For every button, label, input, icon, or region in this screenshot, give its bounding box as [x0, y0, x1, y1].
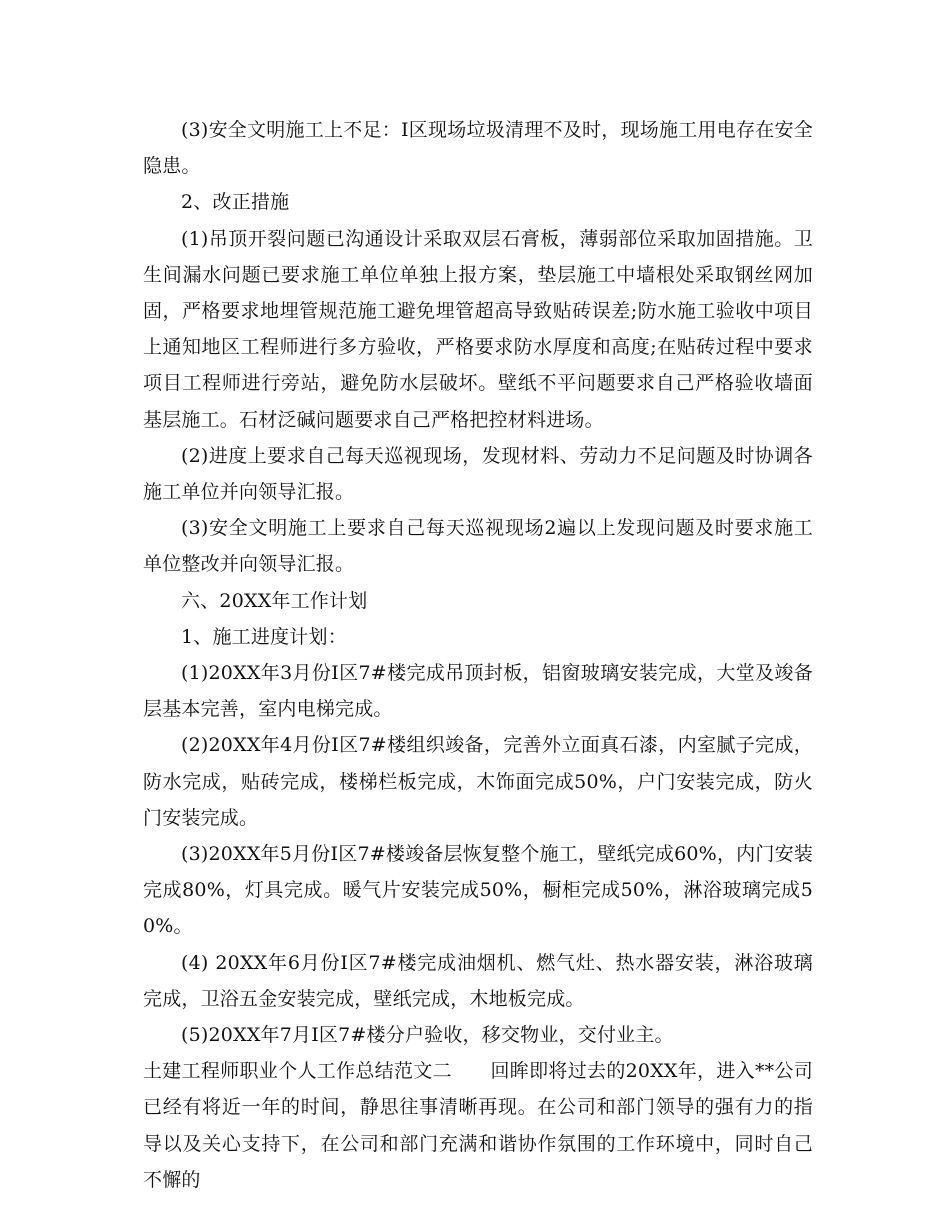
paragraph: (2)20XX年4月份I区7#楼组织竣备，完善外立面真石漆，内室腻子完成，防水完成，贴砖完成，楼梯栏板完成，木饰面完成50%，户门安装完成，防火门安装完成。	[143, 734, 813, 829]
paragraph: (3)20XX年5月份I区7#楼竣备层恢复整个施工，壁纸完成60%，内门安装完成80%，灯具完成。暖气片安装完成50%，橱柜完成50%，淋浴玻璃完成50%。	[143, 843, 813, 938]
paragraph: (1)20XX年3月份I区7#楼完成吊顶封板，铝窗玻璃安装完成，大堂及竣备层基本完善，室内电梯完成。	[143, 662, 813, 721]
section-heading: 1、施工进度计划：	[181, 625, 347, 648]
section-heading: 2、改正措施	[181, 191, 290, 214]
paragraph: (1)吊顶开裂问题已沟通设计采取双层石膏板，薄弱部位采取加固措施。卫生间漏水问题已要求施工单位单独上报方案，垫层施工中墙根处采取钢丝网加固，严格要求地埋管规范施工避免埋管超高导致贴砖误差;防水施工验收中项目上通知地区工程师进行多方验收，严格要求防水厚度和高度;在贴砖过程中要求项目工程师进行旁站，避免防水层破坏。壁纸不平问题要求自己严格验收墙面基层施工。石材泛碱问题要求自己严格把控材料进场。	[143, 227, 813, 431]
paragraph: 土建工程师职业个人工作总结范文二 回眸即将过去的20XX年，进入**公司已经有将近一年的时间，静思往事清晰再现。在公司和部门领导的强有力的指导以及关心支持下，在公司和部门充满和谐协作氛围的工作环境中，同时自己不懈的	[143, 1060, 813, 1191]
document-body	[143, 112, 813, 1198]
paragraph: (4) 20XX年6月份I区7#楼完成油烟机、燃气灶、热水器安装，淋浴玻璃完成，卫浴五金安装完成，壁纸完成，木地板完成。	[143, 951, 813, 1010]
paragraph: (3)安全文明施工上要求自己每天巡视现场2遍以上发现问题及时要求施工单位整改并向领导汇报。	[143, 517, 813, 576]
section-heading: 六、20XX年工作计划	[181, 589, 368, 612]
paragraph: (2)进度上要求自己每天巡视现场，发现材料、劳动力不足问题及时协调各施工单位并向领导汇报。	[143, 444, 813, 504]
paragraph: (5)20XX年7月I区7#楼分户验收，移交物业，交付业主。	[181, 1024, 674, 1047]
paragraph: (3)安全文明施工上不足：I区现场垃圾清理不及时，现场施工用电存在安全隐患。	[143, 119, 813, 178]
